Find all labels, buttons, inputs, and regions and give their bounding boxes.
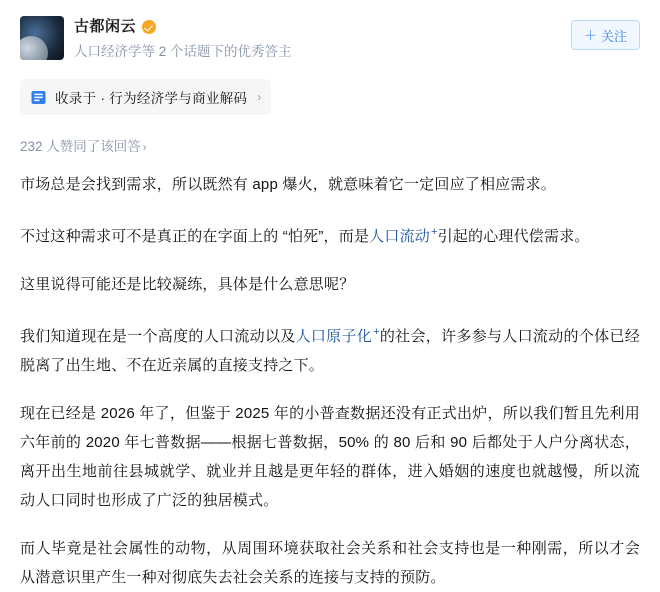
paragraph-text: 的社会，许多参与人口流动的个体已经脱离了出生地、不在近亲属的直接支持之下。 <box>20 328 640 374</box>
answer-paragraph <box>20 218 640 251</box>
answer-paragraph <box>20 170 640 199</box>
voters-count[interactable] <box>20 135 146 155</box>
author-description: 人口经济学等 2 个话题下的优秀答主 <box>74 44 292 59</box>
answer-paragraph <box>20 318 640 380</box>
paragraph-text: 现在已经是 2026 年了，但鉴于 2025 年的小普查数据还没有正式出炉，所以我们暂且先利用六年前的 2020 年七普数据——根据七普数据，50% 的 80 后和 90 后都处于人户分离状态，离开出生地前往县城就学、就业并且越是更年轻的群体，进入婚姻的速度也就越慢，所以流动人口同时也形成了广泛的独居模式。 <box>20 405 640 509</box>
paragraph-text: 而人毕竟是社会属性的动物，从周围环境获取社会关系和社会支持也是一种刚需，所以才会从潜意识里产生一种对彻底失去社会关系的连接与支持的预防。 <box>20 540 640 586</box>
author-name-line <box>74 17 640 37</box>
collection-label: 收录于 · 行为经济学与商业解码 <box>55 91 248 106</box>
voters-label: 232 人赞同了该回答 <box>20 139 141 154</box>
answer-content <box>20 170 640 592</box>
book-icon <box>30 89 47 106</box>
author-name[interactable]: 古都闲云 <box>74 18 137 35</box>
author-meta <box>74 16 640 61</box>
paragraph-text: 引起的心理代偿需求。 <box>437 228 590 245</box>
avatar[interactable] <box>20 16 64 60</box>
follow-button-label: 关注 <box>600 28 627 44</box>
link-card-plus-icon[interactable]: + <box>430 226 438 238</box>
collection-row <box>20 79 640 115</box>
answer-paragraph <box>20 270 640 299</box>
paragraph-text: 市场总是会找到需求，所以既然有 app 爆火，就意味着它一定回应了相应需求。 <box>20 176 556 193</box>
inline-link[interactable]: 人口流动 <box>369 228 430 245</box>
answer-paragraph <box>20 399 640 515</box>
verified-badge-icon <box>142 20 156 34</box>
paragraph-text: 我们知道现在是一个高度的人口流动以及 <box>20 328 296 345</box>
follow-button[interactable] <box>571 20 640 50</box>
answer-paragraph <box>20 534 640 592</box>
author-header <box>20 16 640 61</box>
link-card-plus-icon[interactable]: + <box>373 326 380 338</box>
paragraph-text: 这里说得可能还是比较凝练，具体是什么意思呢？ <box>20 276 355 293</box>
chevron-right-icon: › <box>257 90 262 104</box>
chevron-right-icon: › <box>142 142 147 154</box>
paragraph-text: 不过这种需求可不是真正的在字面上的 “怕死”，而是 <box>20 228 370 245</box>
plus-icon: ＋ <box>583 27 597 43</box>
collection-chip[interactable] <box>20 79 271 115</box>
inline-link[interactable]: 人口原子化 <box>295 328 373 345</box>
